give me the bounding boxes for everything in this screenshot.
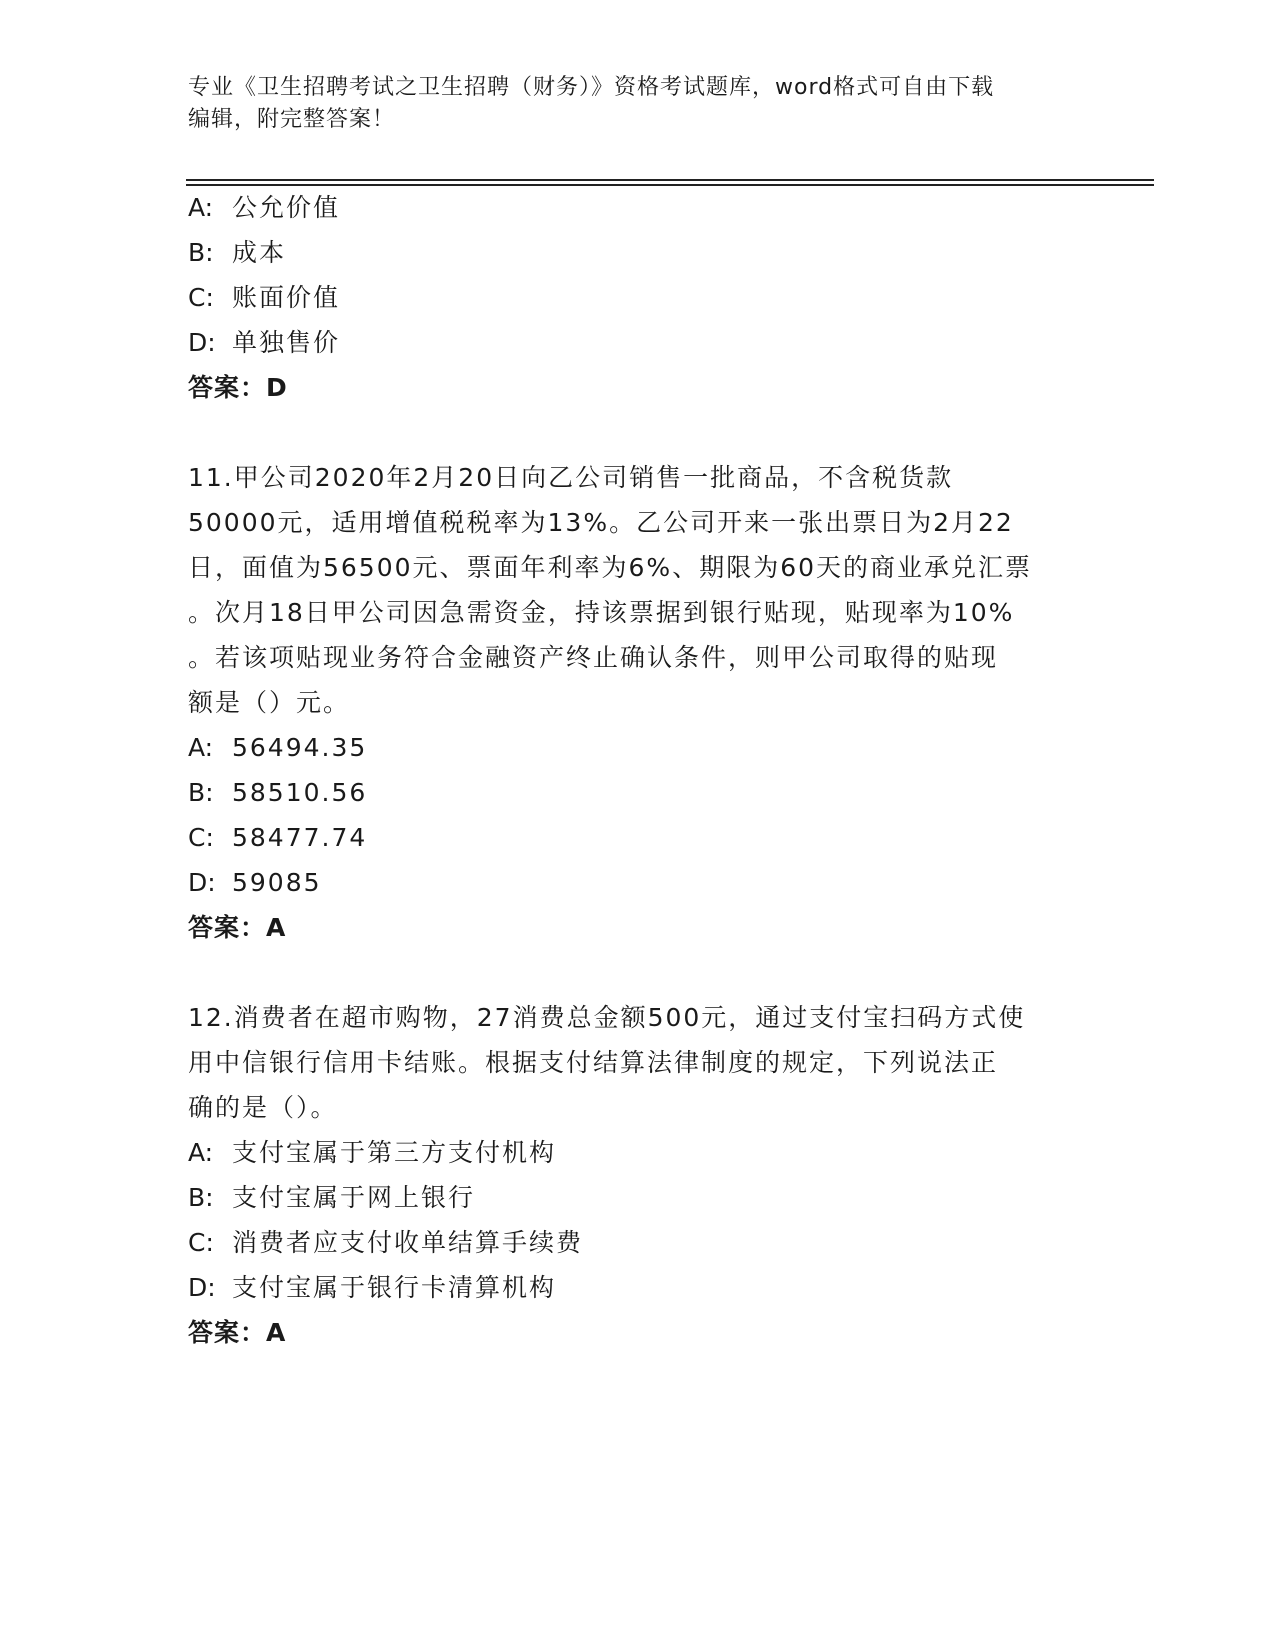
q12-option-b: [188, 1180, 475, 1216]
option-text: 58510.56: [232, 778, 368, 807]
option-text: 账面价值: [232, 283, 341, 312]
q10-option-c: [188, 280, 340, 316]
option-letter: D:: [188, 1273, 216, 1302]
option-text: 56494.35: [232, 733, 368, 762]
q12-option-d: [188, 1270, 556, 1306]
q12-text-line-2: 用中信银行信用卡结账。根据支付结算法律制度的规定，下列说法正: [188, 1048, 999, 1077]
q11-text-line-3: 日，面值为56500元、票面年利率为6%、期限为60天的商业承兑汇票: [188, 553, 1033, 582]
option-text: 支付宝属于网上银行: [232, 1183, 476, 1212]
q11-option-b: [188, 775, 367, 811]
option-letter: C:: [188, 823, 214, 852]
q12-text-line-1: 12.消费者在超市购物，27消费总金额500元，通过支付宝扫码方式使: [188, 1003, 1026, 1032]
q10-option-b: [188, 235, 286, 271]
option-letter: A:: [188, 733, 214, 762]
option-text: 消费者应支付收单结算手续费: [232, 1228, 584, 1257]
option-letter: A:: [188, 193, 214, 222]
option-letter: B:: [188, 238, 214, 267]
q11-text-line-1: 11.甲公司2020年2月20日向乙公司销售一批商品，不含税货款: [188, 463, 954, 492]
option-letter: D:: [188, 868, 216, 897]
option-letter: D:: [188, 328, 216, 357]
header-line-2: 编辑，附完整答案！: [188, 107, 396, 132]
option-letter: C:: [188, 283, 214, 312]
q11-text-line-4: 。次月18日甲公司因急需资金，持该票据到银行贴现，贴现率为10%: [188, 598, 1015, 627]
option-text: 成本: [232, 238, 287, 267]
q11-text-line-2: 50000元，适用增值税税率为13%。乙公司开来一张出票日为2月22: [188, 508, 1014, 537]
option-letter: B:: [188, 1183, 214, 1212]
q11-text-line-5: 。若该项贴现业务符合金融资产终止确认条件，则甲公司取得的贴现: [188, 643, 999, 672]
header-divider-top: [186, 179, 1154, 181]
q11-answer: 答案：A: [188, 913, 287, 942]
q11-text-line-6: 额是（）元。: [188, 688, 351, 717]
q11-option-d: [188, 865, 322, 901]
option-text: 58477.74: [232, 823, 368, 852]
q12-option-a: [188, 1135, 556, 1171]
option-letter: A:: [188, 1138, 214, 1167]
header-line-1: 专业《卫生招聘考试之卫生招聘（财务）》资格考试题库，word格式可自由下载: [188, 75, 995, 100]
option-text: 公允价值: [232, 193, 341, 222]
option-text: 单独售价: [232, 328, 341, 357]
document-header: [188, 72, 1088, 136]
q10-option-a: [188, 190, 340, 226]
header-divider-bottom: [186, 184, 1154, 186]
q12-answer: 答案：A: [188, 1318, 287, 1347]
q11-option-c: [188, 820, 367, 856]
q11-option-a: [188, 730, 367, 766]
option-text: 支付宝属于第三方支付机构: [232, 1138, 557, 1167]
q10-option-d: [188, 325, 340, 361]
option-text: 支付宝属于银行卡清算机构: [232, 1273, 557, 1302]
option-letter: C:: [188, 1228, 214, 1257]
option-text: 59085: [232, 868, 322, 897]
q12-option-c: [188, 1225, 583, 1261]
option-letter: B:: [188, 778, 214, 807]
q10-answer: 答案：D: [188, 373, 288, 402]
q12-text-line-3: 确的是（）。: [188, 1093, 338, 1122]
